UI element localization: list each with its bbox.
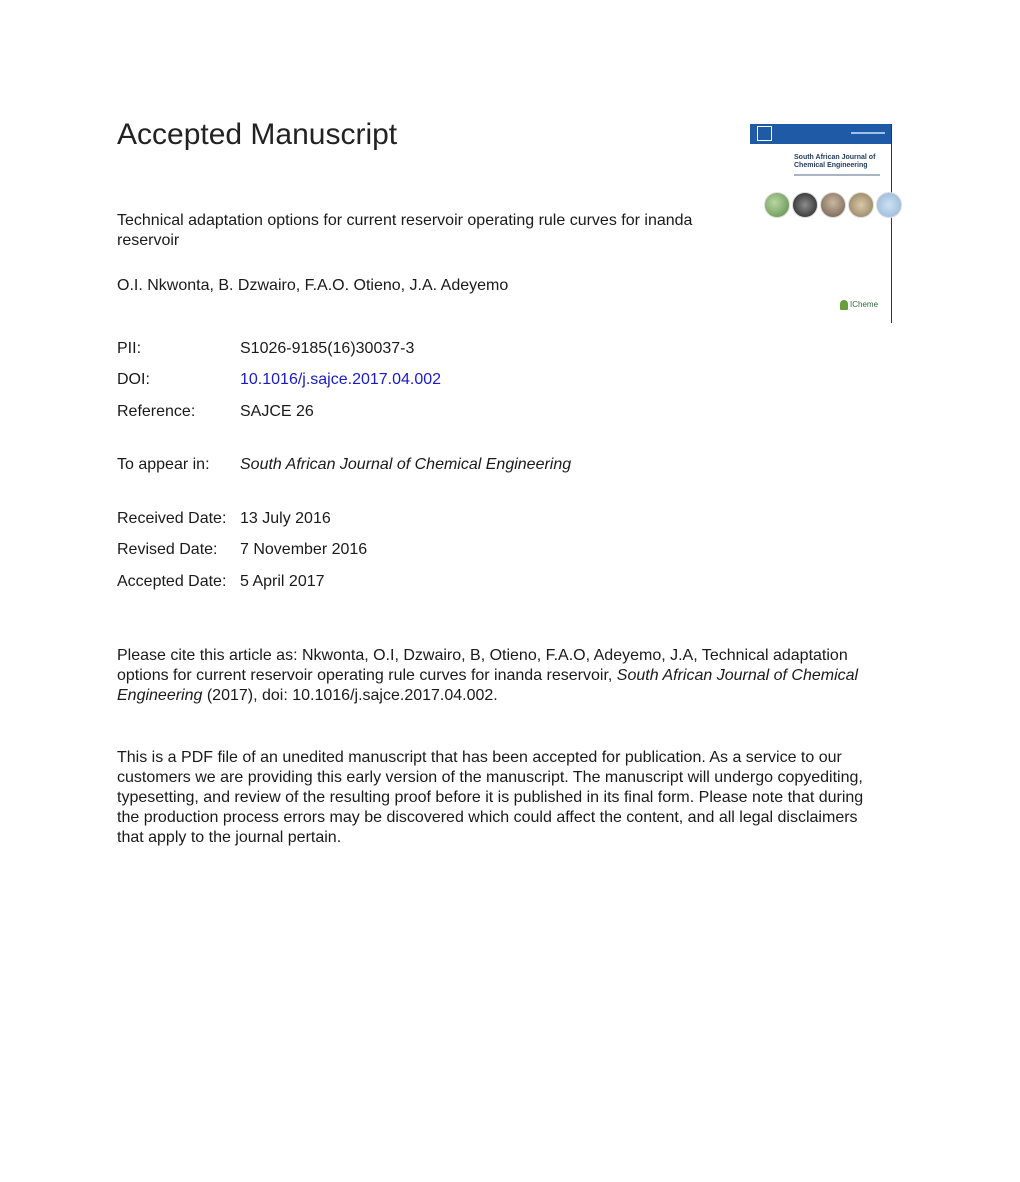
accepted-value: 5 April 2017 [240,573,325,590]
publisher-logo-icon [757,126,772,141]
received-label: Received Date: [117,510,227,527]
reference-value: SAJCE 26 [240,403,314,420]
revised-value: 7 November 2016 [240,541,368,558]
cover-header-band [750,124,891,144]
journal-cover-image [750,124,892,323]
cover-journal-title: South African Journal of Chemical Engineering [794,154,876,169]
citation-journal: South African Journal of Chemical Engineering [117,667,859,704]
citation-prefix: Please cite this article as: Nkwonta, O.I, Dzwairo, B, Otieno, F.A.O, Adeyemo, J.A, Technical adaptation options for current reservoir operating rule curves for inanda reservoir, [117,647,848,684]
cover-photo-strip [764,192,891,220]
appear-value: South African Journal of Chemical Engineering [240,456,572,473]
cover-photo-2 [792,192,818,218]
received-value: 13 July 2016 [240,510,331,527]
cover-photo-3 [820,192,846,218]
citation-suffix: (2017), doi: 10.1016/j.sajce.2017.04.002. [202,687,498,704]
society-logo-icon [840,300,848,310]
page-title: Accepted Manuscript [117,118,398,151]
cover-photo-5 [876,192,902,218]
revised-label: Revised Date: [117,541,218,558]
accepted-label: Accepted Date: [117,573,227,590]
cover-photo-4 [848,192,874,218]
author-list: O.I. Nkwonta, B. Dzwairo, F.A.O. Otieno, J.A. Adeyemo [117,277,509,294]
article-title: Technical adaptation options for current reservoir operating rule curves for inanda reservoir [117,212,693,249]
reference-label: Reference: [117,403,196,420]
cover-photo-1 [764,192,790,218]
appear-label: To appear in: [117,456,210,473]
cover-society-logo: ICheme [840,300,878,310]
doi-label: DOI: [117,371,150,388]
disclaimer-paragraph: This is a PDF file of an unedited manuscript that has been accepted for publication. As a service to our customers we are providing this early version of the manuscript. The manuscript will undergo copyediting, typesetting, and review of the resulting proof before it is published in its final form. Please note that during the production process errors may be discovered which could affect the content, and all legal disclaimers that apply to the journal pertain. [117,749,864,846]
cover-header-line [851,132,885,134]
pii-label: PII: [117,340,142,357]
pii-value: S1026-9185(16)30037-3 [240,340,415,357]
cover-subtitle-line [794,174,880,176]
doi-link[interactable]: 10.1016/j.sajce.2017.04.002 [240,371,442,388]
citation-paragraph [117,646,892,706]
